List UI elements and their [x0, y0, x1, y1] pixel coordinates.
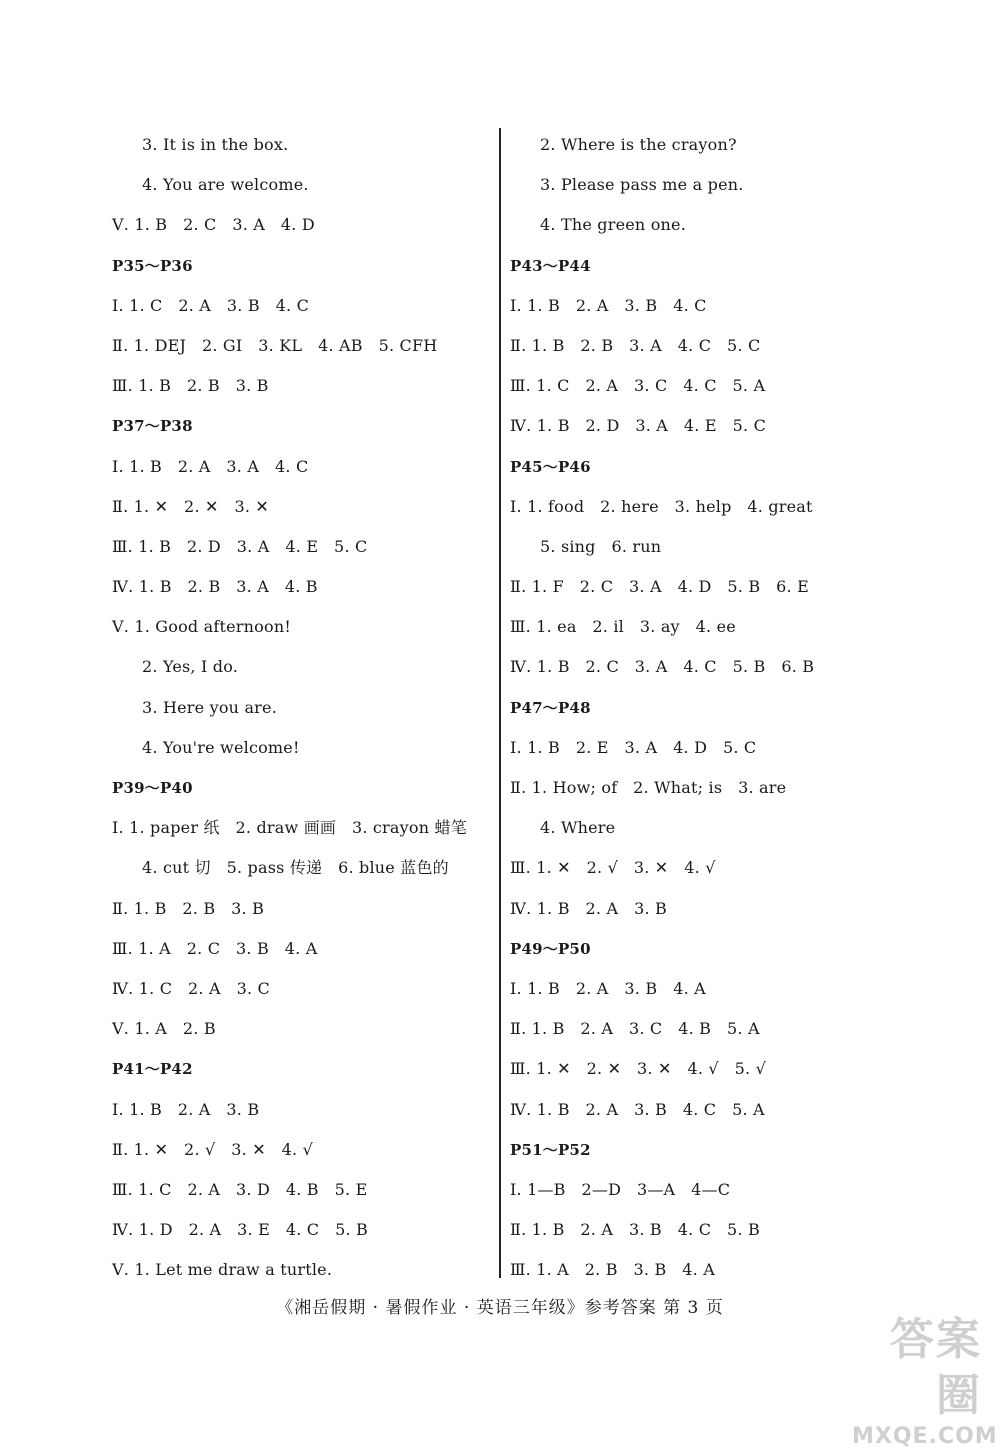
- left-answer-line: Ⅳ. 1. B 2. B 3. A 4. B: [112, 577, 318, 597]
- right-answer-line: Ⅲ. 1. ea 2. il 3. ay 4. ee: [510, 617, 736, 637]
- right-answer-line: Ⅳ. 1. B 2. A 3. B 4. C 5. A: [510, 1099, 765, 1119]
- left-answer-line: Ⅲ. 1. A 2. C 3. B 4. A: [112, 938, 318, 958]
- left-answer-line: Ⅲ. 1. B 2. B 3. B: [112, 376, 269, 396]
- left-answer-line: Ⅲ. 1. B 2. D 3. A 4. E 5. C: [112, 536, 368, 556]
- left-answer-line: 3. It is in the box.: [142, 135, 289, 154]
- left-answer-line: Ⅰ. 1. B 2. A 3. A 4. C: [112, 456, 309, 476]
- left-column: [112, 125, 492, 1290]
- column-divider: [499, 128, 501, 1278]
- right-answer-line: Ⅰ. 1. B 2. E 3. A 4. D 5. C: [510, 737, 757, 757]
- right-answer-line: Ⅲ. 1. A 2. B 3. B 4. A: [510, 1260, 716, 1280]
- left-answer-line: Ⅱ. 1. DEJ 2. GI 3. KL 4. AB 5. CFH: [112, 335, 438, 355]
- left-section-heading: P35～P36: [112, 256, 193, 275]
- right-answer-line: Ⅰ. 1. B 2. A 3. B 4. A: [510, 978, 706, 998]
- right-answer-line: Ⅰ. 1—B 2—D 3—A 4—C: [510, 1179, 731, 1199]
- right-answer-line: Ⅰ. 1. B 2. A 3. B 4. C: [510, 295, 707, 315]
- left-answer-line: 4. cut 切 5. pass 传递 6. blue 蓝色的: [142, 858, 449, 878]
- left-answer-line: Ⅴ. 1. Let me draw a turtle.: [112, 1260, 333, 1280]
- right-answer-line: Ⅲ. 1. ✕ 2. √ 3. ✕ 4. √: [510, 858, 716, 878]
- watermark-url: MXQE.COM: [852, 1424, 998, 1449]
- left-section-heading: P39～P40: [112, 779, 193, 797]
- right-answer-line: Ⅳ. 1. B 2. D 3. A 4. E 5. C: [510, 416, 767, 436]
- right-answer-line: 3. Please pass me a pen.: [540, 175, 744, 195]
- right-answer-line: Ⅱ. 1. B 2. B 3. A 4. C 5. C: [510, 335, 761, 355]
- left-answer-line: Ⅴ. 1. A 2. B: [112, 1019, 216, 1039]
- right-answer-line: 4. The green one.: [540, 215, 686, 235]
- right-answer-line: Ⅰ. 1. food 2. here 3. help 4. great: [510, 496, 813, 516]
- right-answer-line: Ⅱ. 1. F 2. C 3. A 4. D 5. B 6. E: [510, 577, 810, 597]
- left-section-heading: P41～P42: [112, 1060, 193, 1079]
- right-section-heading: P51～P52: [510, 1140, 591, 1159]
- right-answer-line: Ⅳ. 1. B 2. A 3. B: [510, 898, 667, 918]
- left-answer-line: 4. You're welcome!: [142, 737, 300, 757]
- right-answer-line: 5. sing 6. run: [540, 536, 662, 556]
- right-answer-line: Ⅱ. 1. How; of 2. What; is 3. are: [510, 778, 787, 797]
- right-answer-line: Ⅱ. 1. B 2. A 3. B 4. C 5. B: [510, 1220, 760, 1240]
- right-column: [510, 125, 890, 1290]
- left-answer-line: Ⅴ. 1. B 2. C 3. A 4. D: [112, 215, 315, 235]
- page-footer: 《湘岳假期 · 暑假作业 · 英语三年级》参考答案 第 3 页: [276, 1298, 724, 1318]
- left-answer-line: Ⅰ. 1. C 2. A 3. B 4. C: [112, 295, 310, 315]
- left-answer-line: Ⅰ. 1. B 2. A 3. B: [112, 1099, 260, 1119]
- right-answer-line: Ⅳ. 1. B 2. C 3. A 4. C 5. B 6. B: [510, 657, 815, 677]
- left-answer-line: Ⅰ. 1. paper 纸 2. draw 画画 3. crayon 蜡笔: [112, 818, 467, 838]
- right-answer-line: Ⅱ. 1. B 2. A 3. C 4. B 5. A: [510, 1019, 760, 1039]
- right-section-heading: P49～P50: [510, 939, 591, 958]
- left-answer-line: Ⅱ. 1. ✕ 2. √ 3. ✕ 4. √: [112, 1139, 314, 1159]
- right-answer-line: 4. Where: [540, 818, 616, 838]
- left-answer-line: Ⅱ. 1. ✕ 2. ✕ 3. ✕: [112, 496, 270, 516]
- left-answer-line: Ⅱ. 1. B 2. B 3. B: [112, 898, 265, 918]
- right-section-heading: P47～P48: [510, 698, 591, 717]
- watermark-logo: 答案圈: [890, 1314, 982, 1421]
- left-answer-line: 2. Yes, I do.: [142, 657, 239, 677]
- left-section-heading: P37～P38: [112, 417, 193, 436]
- left-answer-line: Ⅴ. 1. Good afternoon!: [112, 617, 291, 637]
- left-answer-line: Ⅲ. 1. C 2. A 3. D 4. B 5. E: [112, 1179, 368, 1199]
- right-answer-line: Ⅲ. 1. ✕ 2. ✕ 3. ✕ 4. √ 5. √: [510, 1059, 766, 1079]
- left-answer-line: 4. You are welcome.: [142, 175, 309, 195]
- left-answer-line: Ⅳ. 1. D 2. A 3. E 4. C 5. B: [112, 1220, 369, 1240]
- right-answer-line: 2. Where is the crayon?: [540, 135, 737, 154]
- left-answer-line: 3. Here you are.: [142, 697, 277, 717]
- left-answer-line: Ⅳ. 1. C 2. A 3. C: [112, 978, 270, 998]
- right-section-heading: P43～P44: [510, 256, 591, 275]
- right-answer-line: Ⅲ. 1. C 2. A 3. C 4. C 5. A: [510, 376, 766, 396]
- right-section-heading: P45～P46: [510, 457, 591, 476]
- watermark: [852, 1312, 998, 1449]
